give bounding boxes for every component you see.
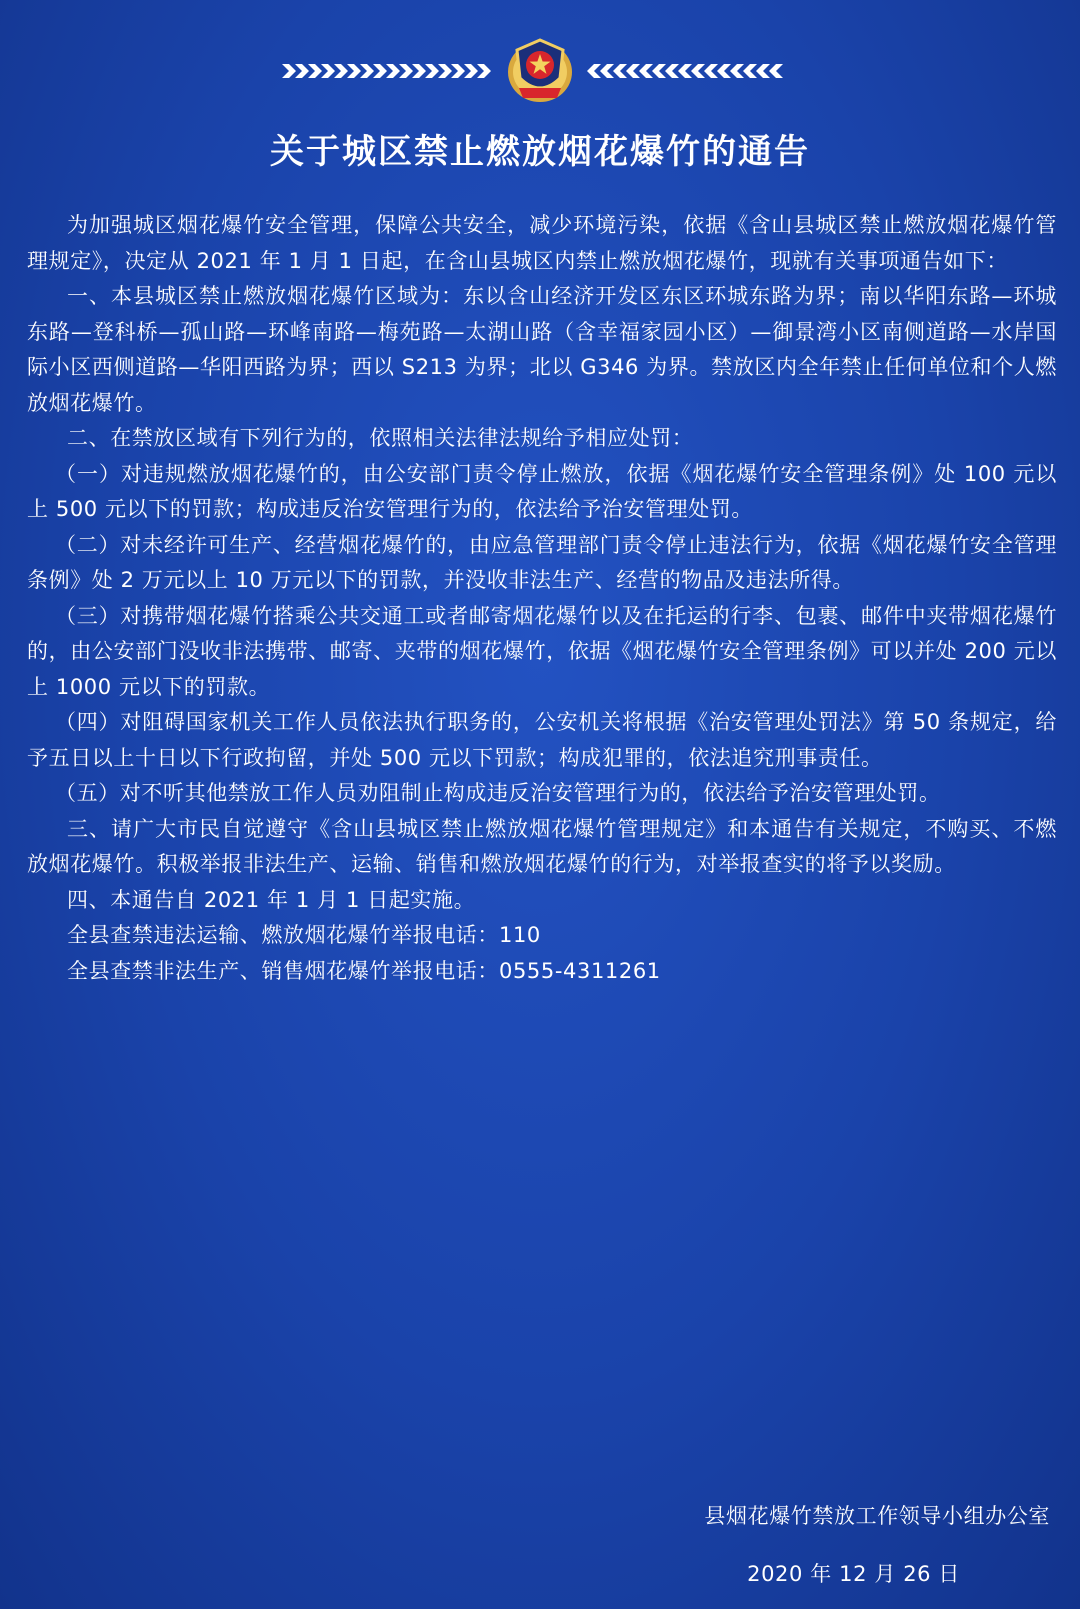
section-2-paragraph: 二、在禁放区域有下列行为的，依照相关法律法规给予相应处罚：	[67, 426, 694, 450]
section-1-paragraph: 一、本县城区禁止燃放烟花爆竹区域为：东以含山经济开发区东区环城东路为界；南以华阳东路—环城东路—登科桥—孤山路—环峰南路—梅苑路—太湖山路（含幸福家园小区）—御景湾小区南侧道路—水岸国际小区西侧道路—华阳西路为界；西以 S213 为界；北以 G346 为界。禁放区内全年禁止任何单位和个人燃放烟花爆竹。	[27, 284, 1057, 415]
hotline-transport-fireworks: 全县查禁违法运输、燃放烟花爆竹举报电话：110	[67, 923, 541, 947]
chevron-row-right-icon	[585, 62, 790, 80]
signature-date: 2020 年 12 月 26 日	[747, 1562, 960, 1586]
penalty-item-4: （四）对阻碍国家机关工作人员依法执行职务的，公安机关将根据《治安管理处罚法》第 50 条规定，给予五日以上十日以下行政拘留，并处 500 元以下罚款；构成犯罪的，依法追究刑事责任。	[27, 710, 1057, 770]
page-title: 关于城区禁止燃放烟花爆竹的通告	[270, 132, 810, 172]
notice-body	[27, 208, 1057, 989]
section-4-paragraph: 四、本通告自 2021 年 1 月 1 日起实施。	[67, 887, 476, 912]
chevron-row-left-icon	[280, 62, 502, 80]
section-3-paragraph: 三、请广大市民自觉遵守《含山县城区禁止燃放烟花爆竹管理规定》和本通告有关规定，不购买、不燃放烟花爆竹。积极举报非法生产、运输、销售和燃放烟花爆竹的行为，对举报查实的将予以奖励。	[27, 816, 1057, 876]
penalty-item-1: （一）对违规燃放烟花爆竹的，由公安部门责令停止燃放，依据《烟花爆竹安全管理条例》处 100 元以上 500 元以下的罚款；构成违反治安管理行为的，依法给予治安管理处罚。	[27, 461, 1057, 521]
intro-paragraph: 为加强城区烟花爆竹安全管理，保障公共安全，减少环境污染，依据《含山县城区禁止燃放烟花爆竹管理规定》，决定从 2021 年 1 月 1 日起，在含山县城区内禁止燃放烟花爆竹，现就有关事项通告如下：	[27, 213, 1057, 273]
penalty-item-2: （二）对未经许可生产、经营烟花爆竹的，由应急管理部门责令停止违法行为，依据《烟花爆竹安全管理条例》处 2 万元以上 10 万元以下的罚款，并没收非法生产、经营的物品及违法所得。	[27, 532, 1057, 592]
penalty-item-5: （五）对不听其他禁放工作人员劝阻制止构成违反治安管理行为的，依法给予治安管理处罚。	[55, 781, 941, 805]
hotline-production-sales: 全县查禁非法生产、销售烟花爆竹举报电话：0555-4311261	[67, 958, 661, 983]
signature-office: 县烟花爆竹禁放工作领导小组办公室	[704, 1504, 1050, 1528]
police-emblem-icon	[505, 32, 575, 104]
penalty-item-3: （三）对携带烟花爆竹搭乘公共交通工或者邮寄烟花爆竹以及在托运的行李、包裹、邮件中夹带烟花爆竹的，由公安部门没收非法携带、邮寄、夹带的烟花爆竹，依据《烟花爆竹安全管理条例》可以并处 200 元以上 1000 元以下的罚款。	[27, 603, 1057, 699]
